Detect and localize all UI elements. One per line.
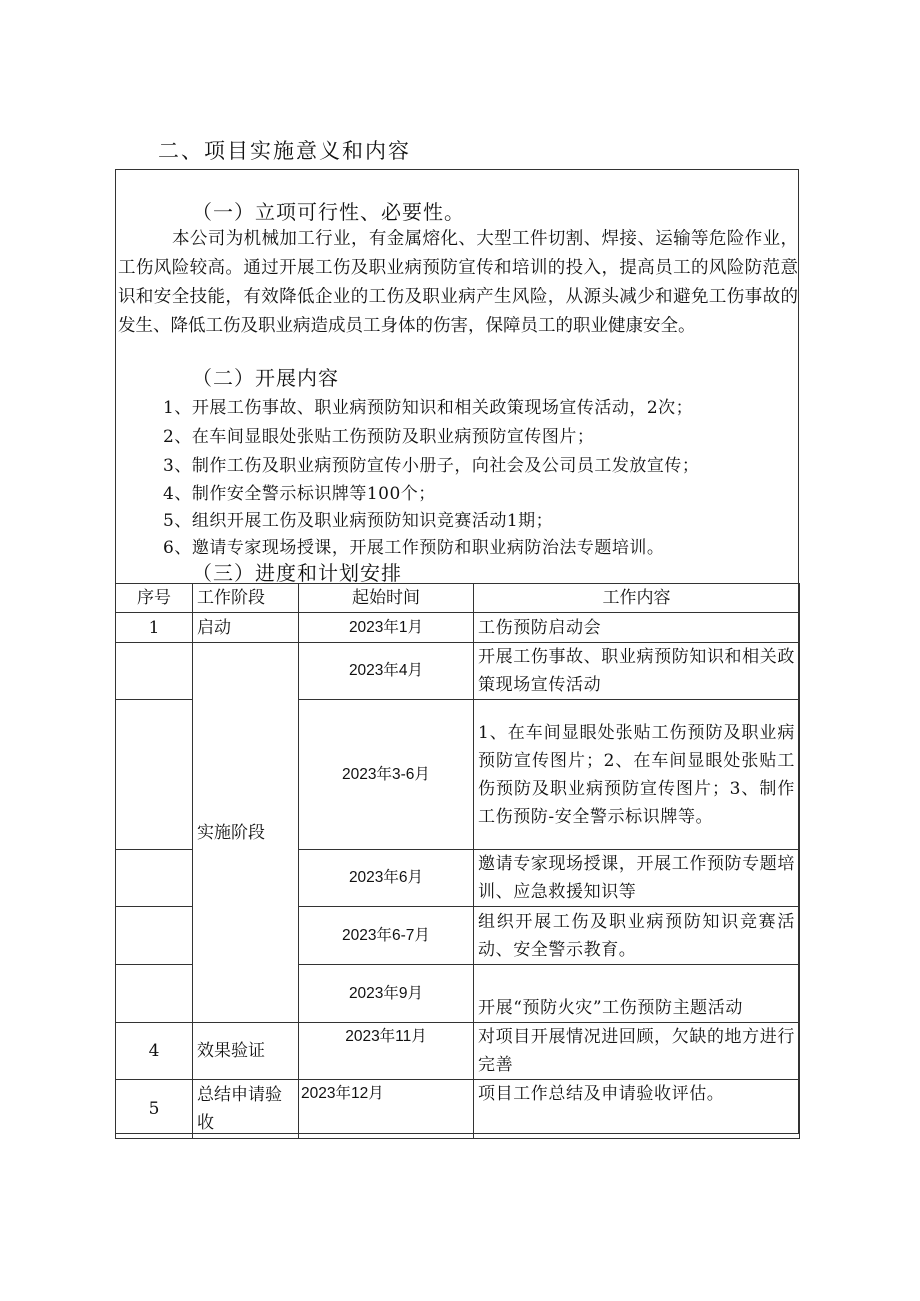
content-item-4: 4、制作安全警示标识牌等100个； [163,484,436,504]
table-row [116,643,800,700]
cell-content: 工伤预防启动会 [474,613,800,643]
content-item-6: 6、邀请专家现场授课，开展工作预防和职业病防治法专题培训。 [163,538,665,558]
subsection-title-schedule: （三）进度和计划安排 [192,561,402,585]
cell-stage: 效果验证 [193,1023,299,1080]
cell-content: 开展工伤事故、职业病预防知识和相关政策现场宣传活动 [474,643,800,700]
cell-number [116,965,193,1023]
cell-content: 1、在车间显眼处张贴工伤预防及职业病预防宣传图片；2、在车间显眼处张贴工伤预防及职业病预防宣传图片；3、制作工伤预防-安全警示标识牌等。 [474,700,800,850]
table-header-row [116,584,800,613]
cell-content: 对项目开展情况进回顾，欠缺的地方进行完善 [474,1023,800,1080]
cell-time: 2023年6月 [299,850,474,907]
cell-number [116,700,193,850]
cell-time: 2023年6-7月 [299,907,474,965]
cell-time: 2023年3-6月 [299,700,474,850]
cell-time: 2023年4月 [299,643,474,700]
cell-time: 2023年12月 [299,1080,474,1139]
content-item-2: 2、在车间显眼处张贴工伤预防及职业病预防宣传图片； [163,427,595,447]
header-stage: 工作阶段 [193,584,299,613]
table-row [116,1080,800,1139]
cell-number [116,907,193,965]
cell-content: 开展“预防火灾”工伤预防主题活动 [474,965,800,1023]
cell-number [116,850,193,907]
cell-content: 邀请专家现场授课，开展工作预防专题培训、应急救援知识等 [474,850,800,907]
header-content: 工作内容 [474,584,800,613]
cell-number [116,643,193,700]
table-row [116,613,800,643]
content-item-5: 5、组织开展工伤及职业病预防知识竞赛活动1期； [163,511,554,531]
cell-time: 2023年1月 [299,613,474,643]
cell-stage: 启动 [193,613,299,643]
table-row [116,1023,800,1080]
subsection-title-feasibility: （一）立项可行性、必要性。 [192,200,465,224]
content-item-1: 1、开展工伤事故、职业病预防知识和相关政策现场宣传活动，2次； [163,398,694,418]
cell-content: 组织开展工伤及职业病预防知识竞赛活动、安全警示教育。 [474,907,800,965]
cell-stage-implementation: 实施阶段 [193,643,299,1023]
cell-time: 2023年11月 [299,1023,474,1080]
cell-time: 2023年9月 [299,965,474,1023]
feasibility-paragraph: 本公司为机械加工行业，有金属熔化、大型工件切割、焊接、运输等危险作业，工伤风险较高。通过开展工伤及职业病预防宣传和培训的投入，提高员工的风险防范意识和安全技能，有效降低企业的工伤及职业病产生风险，从源头减少和避免工伤事故的发生、降低工伤及职业病造成员工身体的伤害，保障员工的职业健康安全。 [118,229,798,336]
section-heading: 二、项目实施意义和内容 [158,139,411,163]
cell-number: 4 [116,1023,193,1080]
cell-number: 1 [116,613,193,643]
cell-stage: 总结申请验收 [193,1080,299,1139]
schedule-table [115,583,800,1139]
cell-number: 5 [116,1080,193,1139]
header-time: 起始时间 [299,584,474,613]
cell-content: 项目工作总结及申请验收评估。 [474,1080,800,1139]
header-number: 序号 [116,584,193,613]
content-item-3: 3、制作工伤及职业病预防宣传小册子，向社会及公司员工发放宣传； [163,456,700,476]
subsection-title-content: （二）开展内容 [192,366,339,390]
